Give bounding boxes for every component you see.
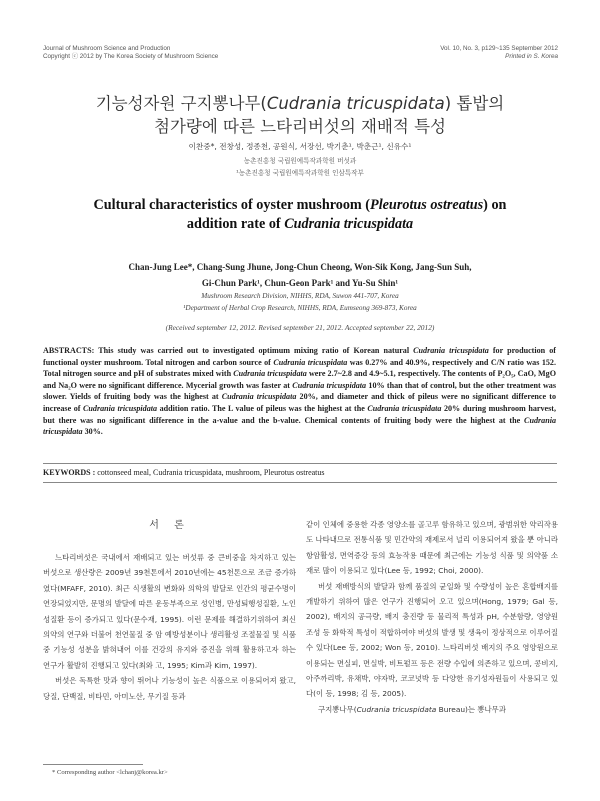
body-right-column <box>306 517 558 717</box>
body-paragraph: 느타리버섯은 국내에서 재배되고 있는 버섯류 중 큰비중을 차지하고 있는 버섯으로 생산량은 2009년 39천톤에서 2010년에는 45천톤으로 조금 증가하였다(MFAFF, 2010). 최근 식생활의 변화와 의학의 발달로 인간의 평균수명이 연장되었지만, 문명의 발달에 따른 운동부족으로 성인병, 만성퇴행성질환, 노인성질환 등이 증가되고 있다(문수재, 1995). 이런 문제를 해결하기위하여 최신 의약의 연구와 더불어 천연물질 중 암 예방성분이나 생리활성 조절물질 및 식품 중 기능성 성분을 밝혀내어 이를 건강의 유지와 증진을 위해 활용하고자 하는 연구가 활발히 진행되고 있다(최와 고, 1995; Kim과 Kim, 1997). <box>43 553 296 670</box>
korean-affiliation-2: ¹농촌진흥청 국립원예특작과학원 인삼특작부 <box>236 169 364 177</box>
abstract-text: 30%. <box>82 427 103 437</box>
abstract-species: Cudrania tricuspidata <box>413 346 489 355</box>
journal-name: Journal of Mushroom Science and Production <box>43 45 171 52</box>
body-species: Cudrania tricuspidata <box>356 704 437 714</box>
abstract-text: were 2.7~2.8 and 4.9~5.1, respectively. The contents of P₂O₅, CaO, MgO and Na₂O were no significant difference. Mycerial growth was faster at <box>43 369 556 390</box>
printed-in: Printed in S. Korea <box>505 53 558 60</box>
keywords-rule-bottom <box>43 482 557 483</box>
keywords-text: cottonseed meal, Cudrania tricuspidata, mushroom, Pleurotus ostreatus <box>95 468 325 477</box>
abstract-text: 10% than that of control, but the other treatment was slower. Yields of fruiting body was the highest at <box>43 380 556 402</box>
body-left-column <box>43 550 296 704</box>
korean-title <box>0 92 600 138</box>
english-authors-line2: Gi-Chun Park¹, Chun-Geon Park¹ and Yu-Su Shin¹ <box>201 278 399 288</box>
abstract-text: 20%, and diameter and thick of pileus were no significant difference to increase of <box>43 392 556 413</box>
issue-header <box>440 45 558 61</box>
abstract-species: Cudrania tricuspidata <box>367 403 442 413</box>
english-title-part: ) on <box>483 197 507 213</box>
english-title-species: Cudrania tricuspidata <box>284 216 414 232</box>
korean-title-species: Cudrania tricuspidata <box>266 94 445 113</box>
section-title-introduction: 서 론 <box>149 520 190 531</box>
abstract-species: Cudrania tricuspidata <box>83 403 158 413</box>
korean-title-part: 기능성자원 구지뽕나무( <box>95 94 267 113</box>
abstract-text: for production of functional oyster mushroom. Total nitrogen and carbon source of <box>43 346 556 367</box>
english-title-part: addition rate of <box>186 216 285 232</box>
abstract-species: Cudrania tricuspidata <box>221 392 297 402</box>
keywords-label: KEYWORDS : <box>43 468 96 477</box>
body-paragraph: 같이 인체에 중용한 각종 영양소를 골고루 함유하고 있으며, 광범위한 약리작용도 나타내므로 전통식품 및 민간약의 재제로서 널리 이용되어져 왔을 뿐 아니라 항암활성, 면역증강 등의 효능작용 때문에 최근에는 기능성 식품 및 의약품 소재로 많이 이용되고 있다(Lee 등, 1992; Choi, 2000). <box>306 520 558 576</box>
korean-title-line2: 첨가량에 따른 느타리버섯의 재배적 특성 <box>154 117 446 136</box>
english-authors-line1: Chan-Jung Lee*, Chang-Sung Jhune, Jong-Chun Cheong, Won-Sik Kong, Jang-Sun Suh, <box>128 262 472 272</box>
abstract-text: was 0.27% and 40.9%, respectively and C/N ratio was 152. Total nitrogen source and pH of substrates mixed with <box>43 357 556 379</box>
english-affiliation-2: ¹Department of Herbal Crop Research, NIHHS, RDA, Eumseong 369-873, Korea <box>183 304 417 312</box>
korean-title-part: ) 톱밥의 <box>444 94 505 113</box>
body-paragraph: 버섯 재배방식의 발달과 함께 품질의 균일화 및 수량성이 높은 혼합배지를 개발하기 위하여 많은 연구가 진행되어 오고 있으며(Hong, 1979; Gal 등, 2002), 배지의 공극량, 배지 충진량 등 물리적 특성과 pH, 수분함량, 영양원 조성 등 화학적 특성이 적합하여야 버섯의 발생 및 생육이 정상적으로 이루어질 수 있다(Lee 등, 2002; Won 등, 2010). 느타리버섯 배지의 주요 영양원으로 이용되는 면실피, 면실박, 비트펄프 등은 전량 수입에 의존하고 있으며, 콩비지, 아주까리박, 유채박, 야자박, 코코넛박 등 다양한 유기성자원들이 사용되고 있다(이 등, 1998; 김 등, 2005). <box>306 581 558 699</box>
footnote-rule <box>43 764 143 765</box>
english-title <box>0 196 600 234</box>
copyright-line: Copyright ⓒ 2012 by The Korea Society of Mushroom Science <box>43 53 219 60</box>
abstract-text: addition ratio. The L value of pileus was the highest at the <box>157 403 368 413</box>
abstract-species: Cudrania tricuspidata <box>233 369 307 379</box>
journal-header <box>43 45 218 61</box>
keywords-rule-top <box>43 463 557 464</box>
english-title-species: Pleurotus ostreatus <box>370 197 484 213</box>
body-text: Bureau)는 뽕나무과 <box>436 704 506 714</box>
abstract-species: Cudrania tricuspidata <box>292 380 367 390</box>
korean-authors: 이찬중*, 전창성, 정종천, 공원식, 서장선, 박기춘¹, 박춘근¹, 신유수¹ <box>188 142 412 151</box>
english-affiliation-1: Mushroom Research Division, NIHHS, RDA, Suwon 441-707, Korea <box>201 292 399 300</box>
abstract-label: ABSTRACTS: <box>43 346 95 355</box>
english-authors <box>0 259 600 291</box>
body-text: 구지뽕나무( <box>318 704 357 714</box>
korean-affiliation-1: 농촌진흥청 국립원예특작과학원 버섯과 <box>243 157 357 165</box>
received-dates: (Received september 12, 2012. Revised september 21, 2012. Accepted september 22, 2012) <box>165 323 435 332</box>
body-paragraph <box>306 702 558 717</box>
volume-info: Vol. 10, No. 3, p129~135 September 2012 <box>440 45 558 52</box>
abstract-text: This study was carried out to investigated optimum mixing ratio of Korean natural <box>94 346 414 355</box>
english-title-part: Cultural characteristics of oyster mushroom ( <box>93 197 371 213</box>
abstract-species: Cudrania tricuspidata <box>43 415 556 437</box>
body-paragraph: 버섯은 독특한 맛과 향이 뛰어나 기능성이 높은 식품으로 이용되어져 왔고, 당질, 단백질, 비타민, 아미노산, 무기질 등과 <box>43 676 296 701</box>
abstract-species: Cudrania tricuspidata <box>273 357 348 367</box>
abstract-text: 20% during mushroom harvest, but there was no significant difference in the a-value and the b-value. Chemical contents of fruiting body were the highest at the <box>43 403 556 425</box>
corresponding-author-footnote: * Corresponding author <lchanj@korea.kr> <box>52 769 168 776</box>
abstract <box>43 345 556 438</box>
keywords <box>43 468 325 477</box>
